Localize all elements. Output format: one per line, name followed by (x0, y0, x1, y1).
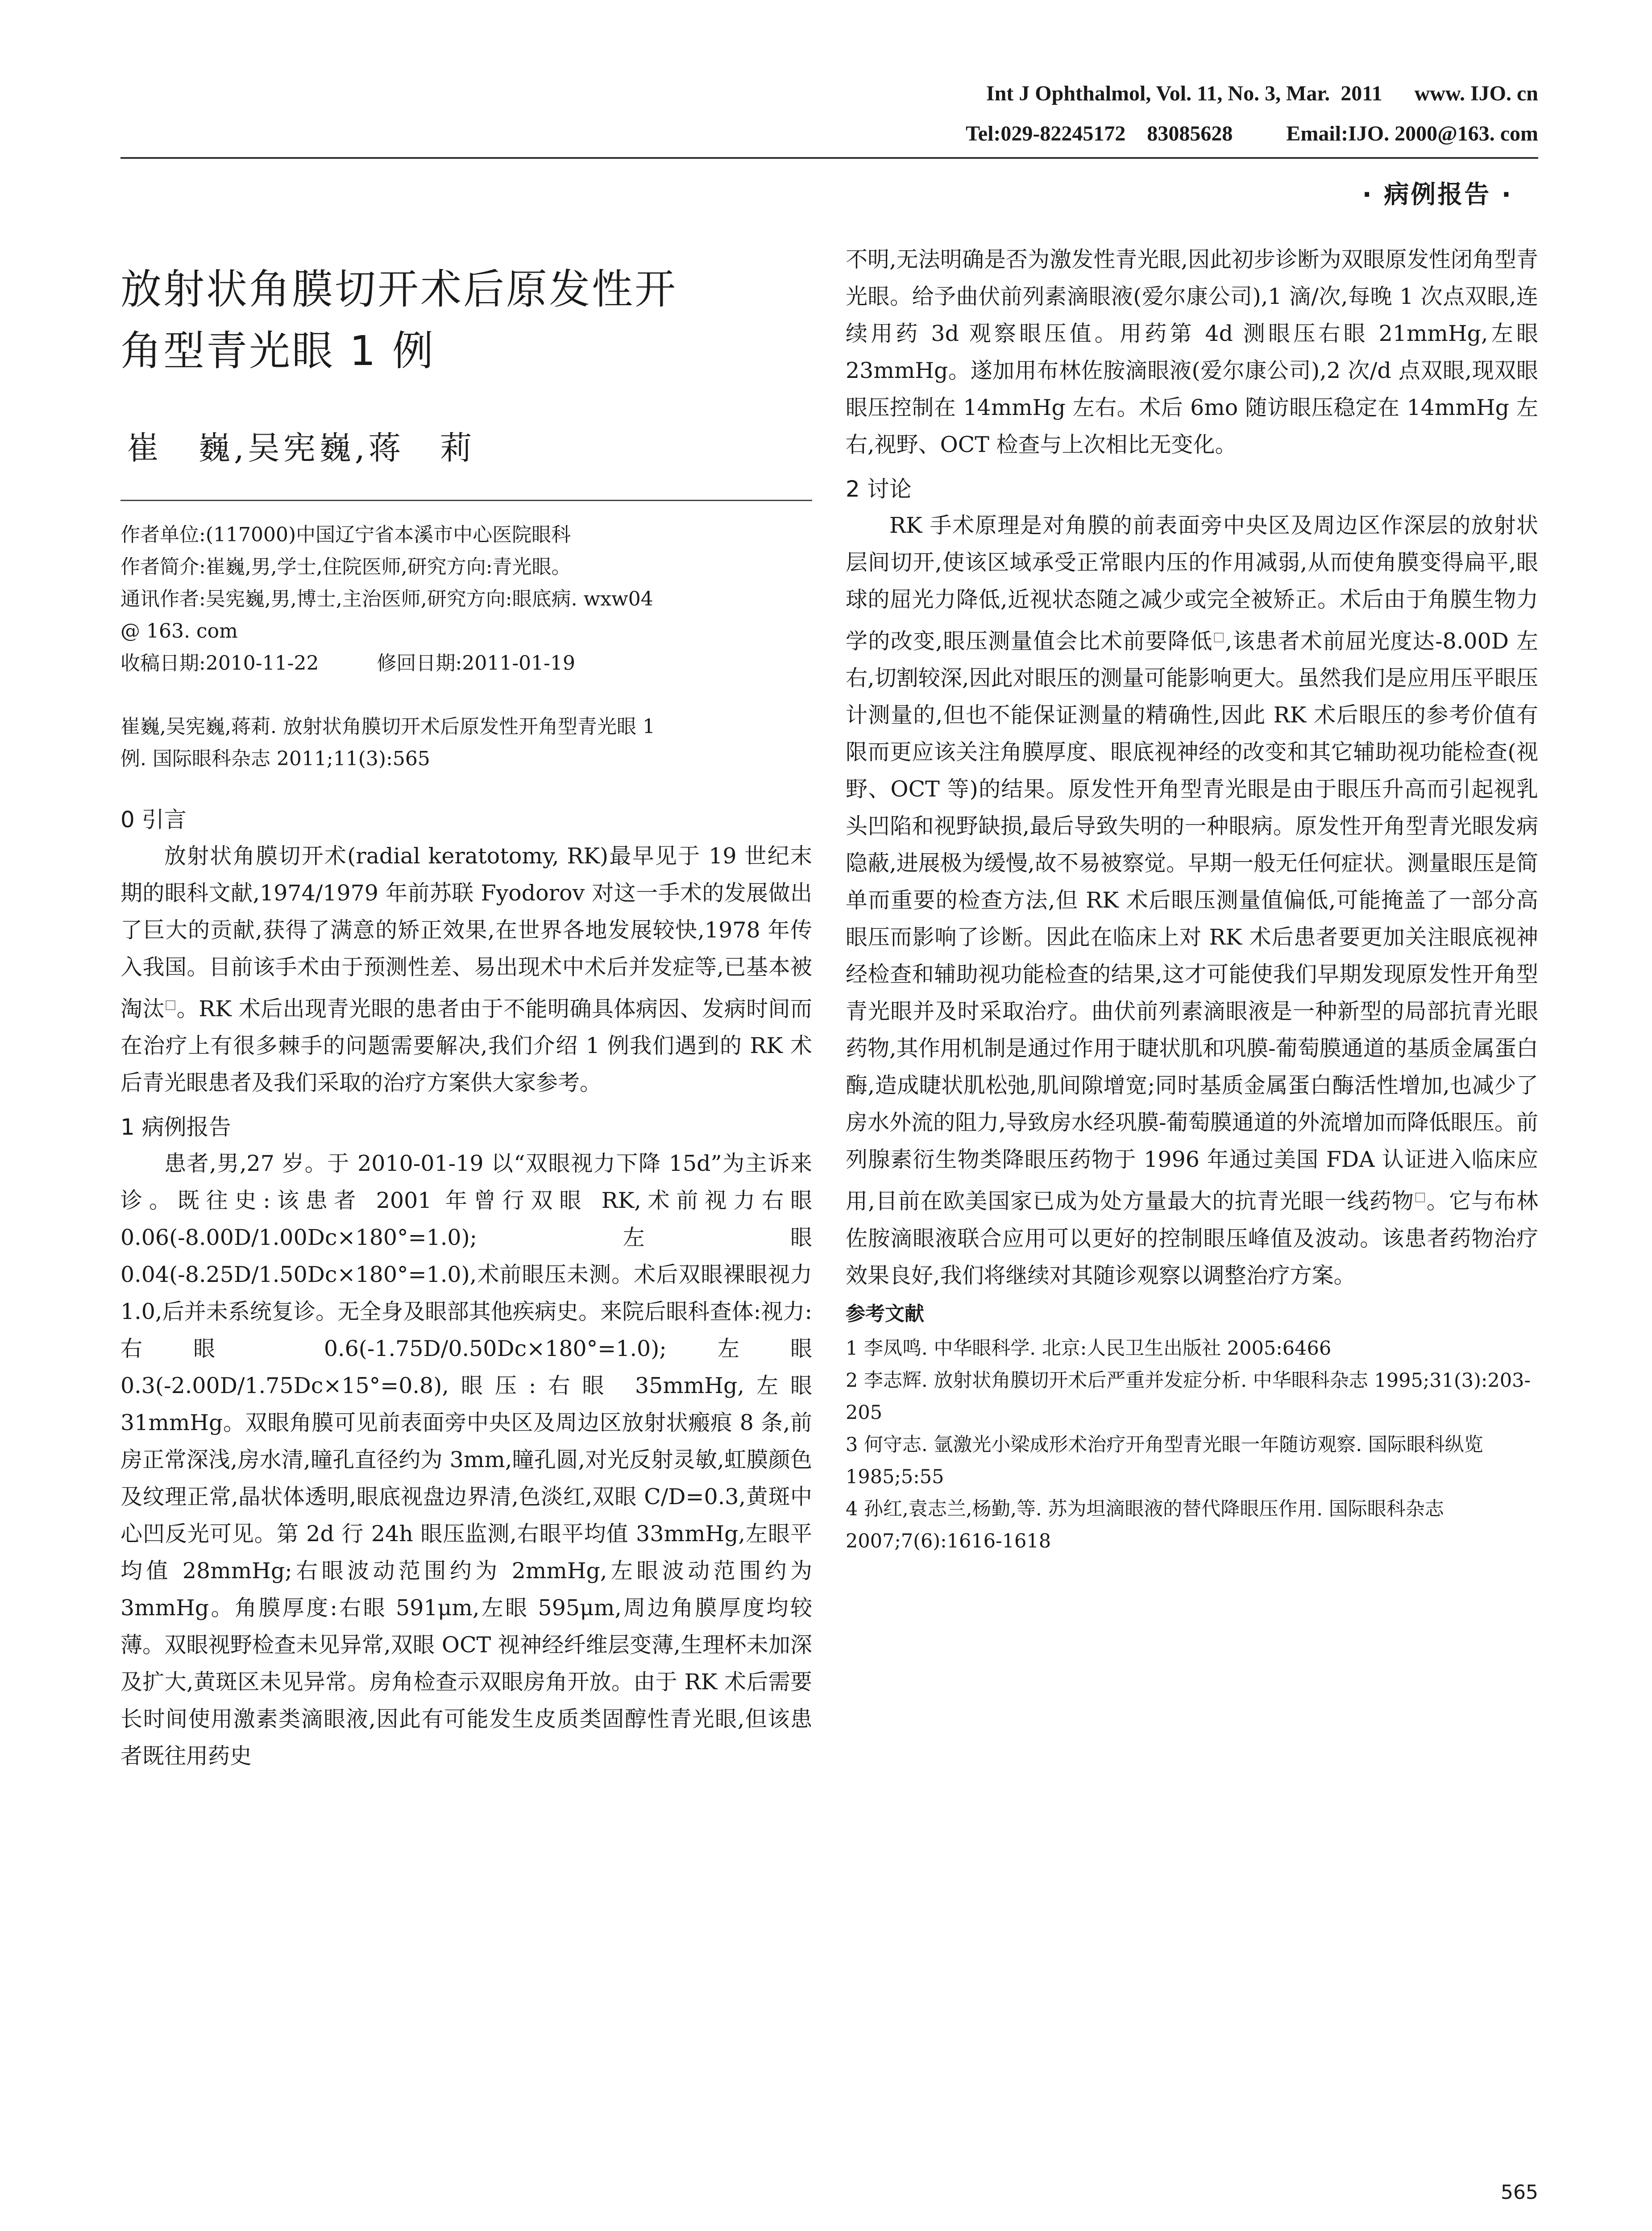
reference-item: 4 孙红,袁志兰,杨勤,等. 苏为坦滴眼液的替代降眼压作用. 国际眼科杂志 2007;7(6):1616-1618 (846, 1497, 1444, 1552)
discussion-heading: 2 讨论 (846, 476, 912, 502)
disc-text-a: RK 手术原理是对角膜的前表面旁中央区及周边区作深层的放射状层间切开,使该区域承受正常眼内压的作用减弱,从而使角膜变得扁平,眼球的屈光力降低,近视状态随之减少或完全被矫正。术后由于角膜生物力学的改变,眼压测量值会比术前要降低 (846, 513, 1538, 654)
header-rule (120, 157, 1538, 159)
received-date: 收稿日期:2010-11-22 (120, 652, 319, 675)
citation-block (120, 711, 812, 775)
title-line-2: 角型青光眼 1 例 (120, 327, 436, 375)
page-number: 565 (1501, 2181, 1538, 2204)
revised-date: 修回日期:2011-01-19 (377, 652, 576, 675)
dates (120, 647, 812, 680)
disc-text-c: 。它与布林佐胺滴眼液联合应用可以更好的控制眼压峰值及波动。该患者药物治疗效果良好,我们将继续对其随诊观察以调整治疗方案。 (846, 1188, 1538, 1288)
intro-paragraph (120, 838, 812, 1101)
title-line-1: 放射状角膜切开术后原发性开 (120, 265, 678, 313)
references-list (846, 1332, 1538, 1557)
intro-text-b: 。RK 术后出现青光眼的患者由于不能明确具体病因、发病时间而在治疗上有很多棘手的问题需要解决,我们介绍 1 例我们遇到的 RK 术后青光眼患者及我们采取的治疗方案供大家参考。 (120, 996, 812, 1096)
right-column (846, 241, 1538, 1557)
left-column (120, 245, 812, 1775)
intro-heading: 0 引言 (120, 807, 187, 833)
discussion-paragraph (846, 507, 1538, 1294)
section-label: · 病例报告 · (1362, 180, 1513, 209)
article-title (120, 259, 812, 382)
right-body (846, 241, 1538, 1557)
article-metadata (120, 519, 812, 680)
case-paragraph-cont: 不明,无法明确是否为激发性青光眼,因此初步诊断为双眼原发性闭角型青光眼。给予曲伏前列素滴眼液(爱尔康公司),1 滴/次,每晚 1 次点双眼,连续用药 3d 观察眼压值。用药第 4d 测眼压右眼 21mmHg,左眼 23mmHg。遂加用布林佐胺滴眼液(爱尔康公司),2 次/d 点双眼,现双眼眼压控制在 14mmHg 左右。术后 6mo 随访眼压稳定在 14mmHg 左右,视野、OCT 检查与上次相比无变化。 (846, 247, 1538, 457)
intro-text-a: 放射状角膜切开术(radial keratotomy, RK)最早见于 19 世纪末期的眼科文献,1974/1979 年前苏联 Fyodorov 对这一手术的发展做出了巨大的贡献,获得了满意的矫正效果,在世界各地发展较快,1978 年传入我国。目前该手术由于预测性差、易出现术中术后并发症等,已基本被淘汰 (120, 843, 812, 1022)
reference-item: 2 李志辉. 放射状角膜切开术后严重并发症分析. 中华眼科杂志 1995;31(3):203-205 (846, 1369, 1531, 1424)
corresponding-author: 通讯作者:吴宪巍,男,博士,主治医师,研究方向:眼底病. wxw04 (120, 588, 653, 610)
title-divider (120, 500, 812, 501)
left-body (120, 802, 812, 1775)
journal-info: Int J Ophthalmol, Vol. 11, No. 3, Mar. 2011 www. IJO. cn (986, 82, 1538, 105)
case-heading: 1 病例报告 (120, 1114, 231, 1140)
citation-line-2: 例. 国际眼科杂志 2011;11(3):565 (120, 747, 430, 770)
disc-text-b: ,该患者术前屈光度达-8.00D 左右,切割较深,因此对眼压的测量可能影响更大。虽然我们是应用压平眼压计测量的,但也不能保证测量的精确性,因此 RK 术后眼压的参考价值有限而更应该关注角膜厚度、眼底视神经的改变和其它辅助视功能检查(视野、OCT 等)的结果。原发性开角型青光眼是由于眼压升高而引起视乳头凹陷和视野缺损,最后导致失明的一种眼病。原发性开角型青光眼发病隐蔽,进展极为缓慢,故不易被察觉。早期一般无任何症状。测量眼压是简单而重要的检查方法,但 RK 术后眼压测量值偏低,可能掩盖了一部分高眼压而影响了诊断。因此在临床上对 RK 术后患者要更加关注眼底视神经检查和辅助视功能检查的结果,这才可能使我们早期发现原发性开角型青光眼并及时采取治疗。曲伏前列素滴眼液是一种新型的局部抗青光眼药物,其作用机制是通过作用于睫状肌和巩膜-葡萄膜通道的基质金属蛋白酶,造成睫状肌松弛,肌间隙增宽;同时基质金属蛋白酶活性增加,也减少了房水外流的阻力,导致房水经巩膜-葡萄膜通道的外流增加而降低眼压。前列腺素衍生物类降眼压药物于 1996 年通过美国 FDA 认证进入临床应用,目前在欧美国家已成为处方量最大的抗青光眼一线药物 (846, 628, 1538, 1214)
author-bio: 作者简介:崔巍,男,学士,住院医师,研究方向:青光眼。 (120, 556, 571, 578)
references-heading: 参考文献 (846, 1302, 924, 1325)
contact-info: Tel:029-82245172 83085628 Email:IJO. 2000@163. com (966, 122, 1538, 145)
case-paragraph: 患者,男,27 岁。于 2010-01-19 以“双眼视力下降 15d”为主诉来诊。既往史:该患者 2001 年曾行双眼 RK,术前视力右眼 0.06(-8.00D/1.00Dc×180°=1.0);左眼 0.04(-8.25D/1.50Dc×180°=1.0),术前眼压未测。术后双眼裸眼视力 1.0,后并未系统复诊。无全身及眼部其他疾病史。来院后眼科查体:视力:右眼 0.6(-1.75D/0.50Dc×180°=1.0);左眼 0.3(-2.00D/1.75Dc×15°=0.8),眼压:右眼 35mmHg,左眼 31mmHg。双眼角膜可见前表面旁中央区及周边区放射状瘢痕 8 条,前房正常深浅,房水清,瞳孔直径约为 3mm,瞳孔圆,对光反射灵敏,虹膜颜色及纹理正常,晶状体透明,眼底视盘边界清,色淡红,双眼 C/D=0.3,黄斑中心凹反光可见。第 2d 行 24h 眼压监测,右眼平均值 33mmHg,左眼平均值 28mmHg;右眼波动范围约为 2mmHg,左眼波动范围约为 3mmHg。角膜厚度:右眼 591μm,左眼 595μm,周边角膜厚度均较薄。双眼视野检查未见异常,双眼 OCT 视神经纤维层变薄,生理杯未加深及扩大,黄斑区未见异常。房角检查示双眼房角开放。由于 RK 术后需要长时间使用激素类滴眼液,因此有可能发生皮质类固醇性青光眼,但该患者既往用药史 (120, 1151, 812, 1769)
reference-item: 1 李凤鸣. 中华眼科学. 北京:人民卫生出版社 2005:6466 (846, 1337, 1332, 1360)
author-list: 崔 巍,吴宪巍,蒋 莉 (127, 429, 476, 467)
ref-mark: □ (164, 997, 177, 1012)
reference-item: 3 何守志. 氩激光小梁成形术治疗开角型青光眼一年随访观察. 国际眼科纵览 1985;5:55 (846, 1433, 1483, 1488)
corresponding-email: @ 163. com (120, 620, 238, 643)
affiliation: 作者单位:(117000)中国辽宁省本溪市中心医院眼科 (120, 523, 571, 546)
citation-line-1: 崔巍,吴宪巍,蒋莉. 放射状角膜切开术后原发性开角型青光眼 1 (120, 715, 655, 738)
ref-mark: □ (1212, 629, 1225, 644)
ref-mark: □ (1414, 1189, 1427, 1204)
